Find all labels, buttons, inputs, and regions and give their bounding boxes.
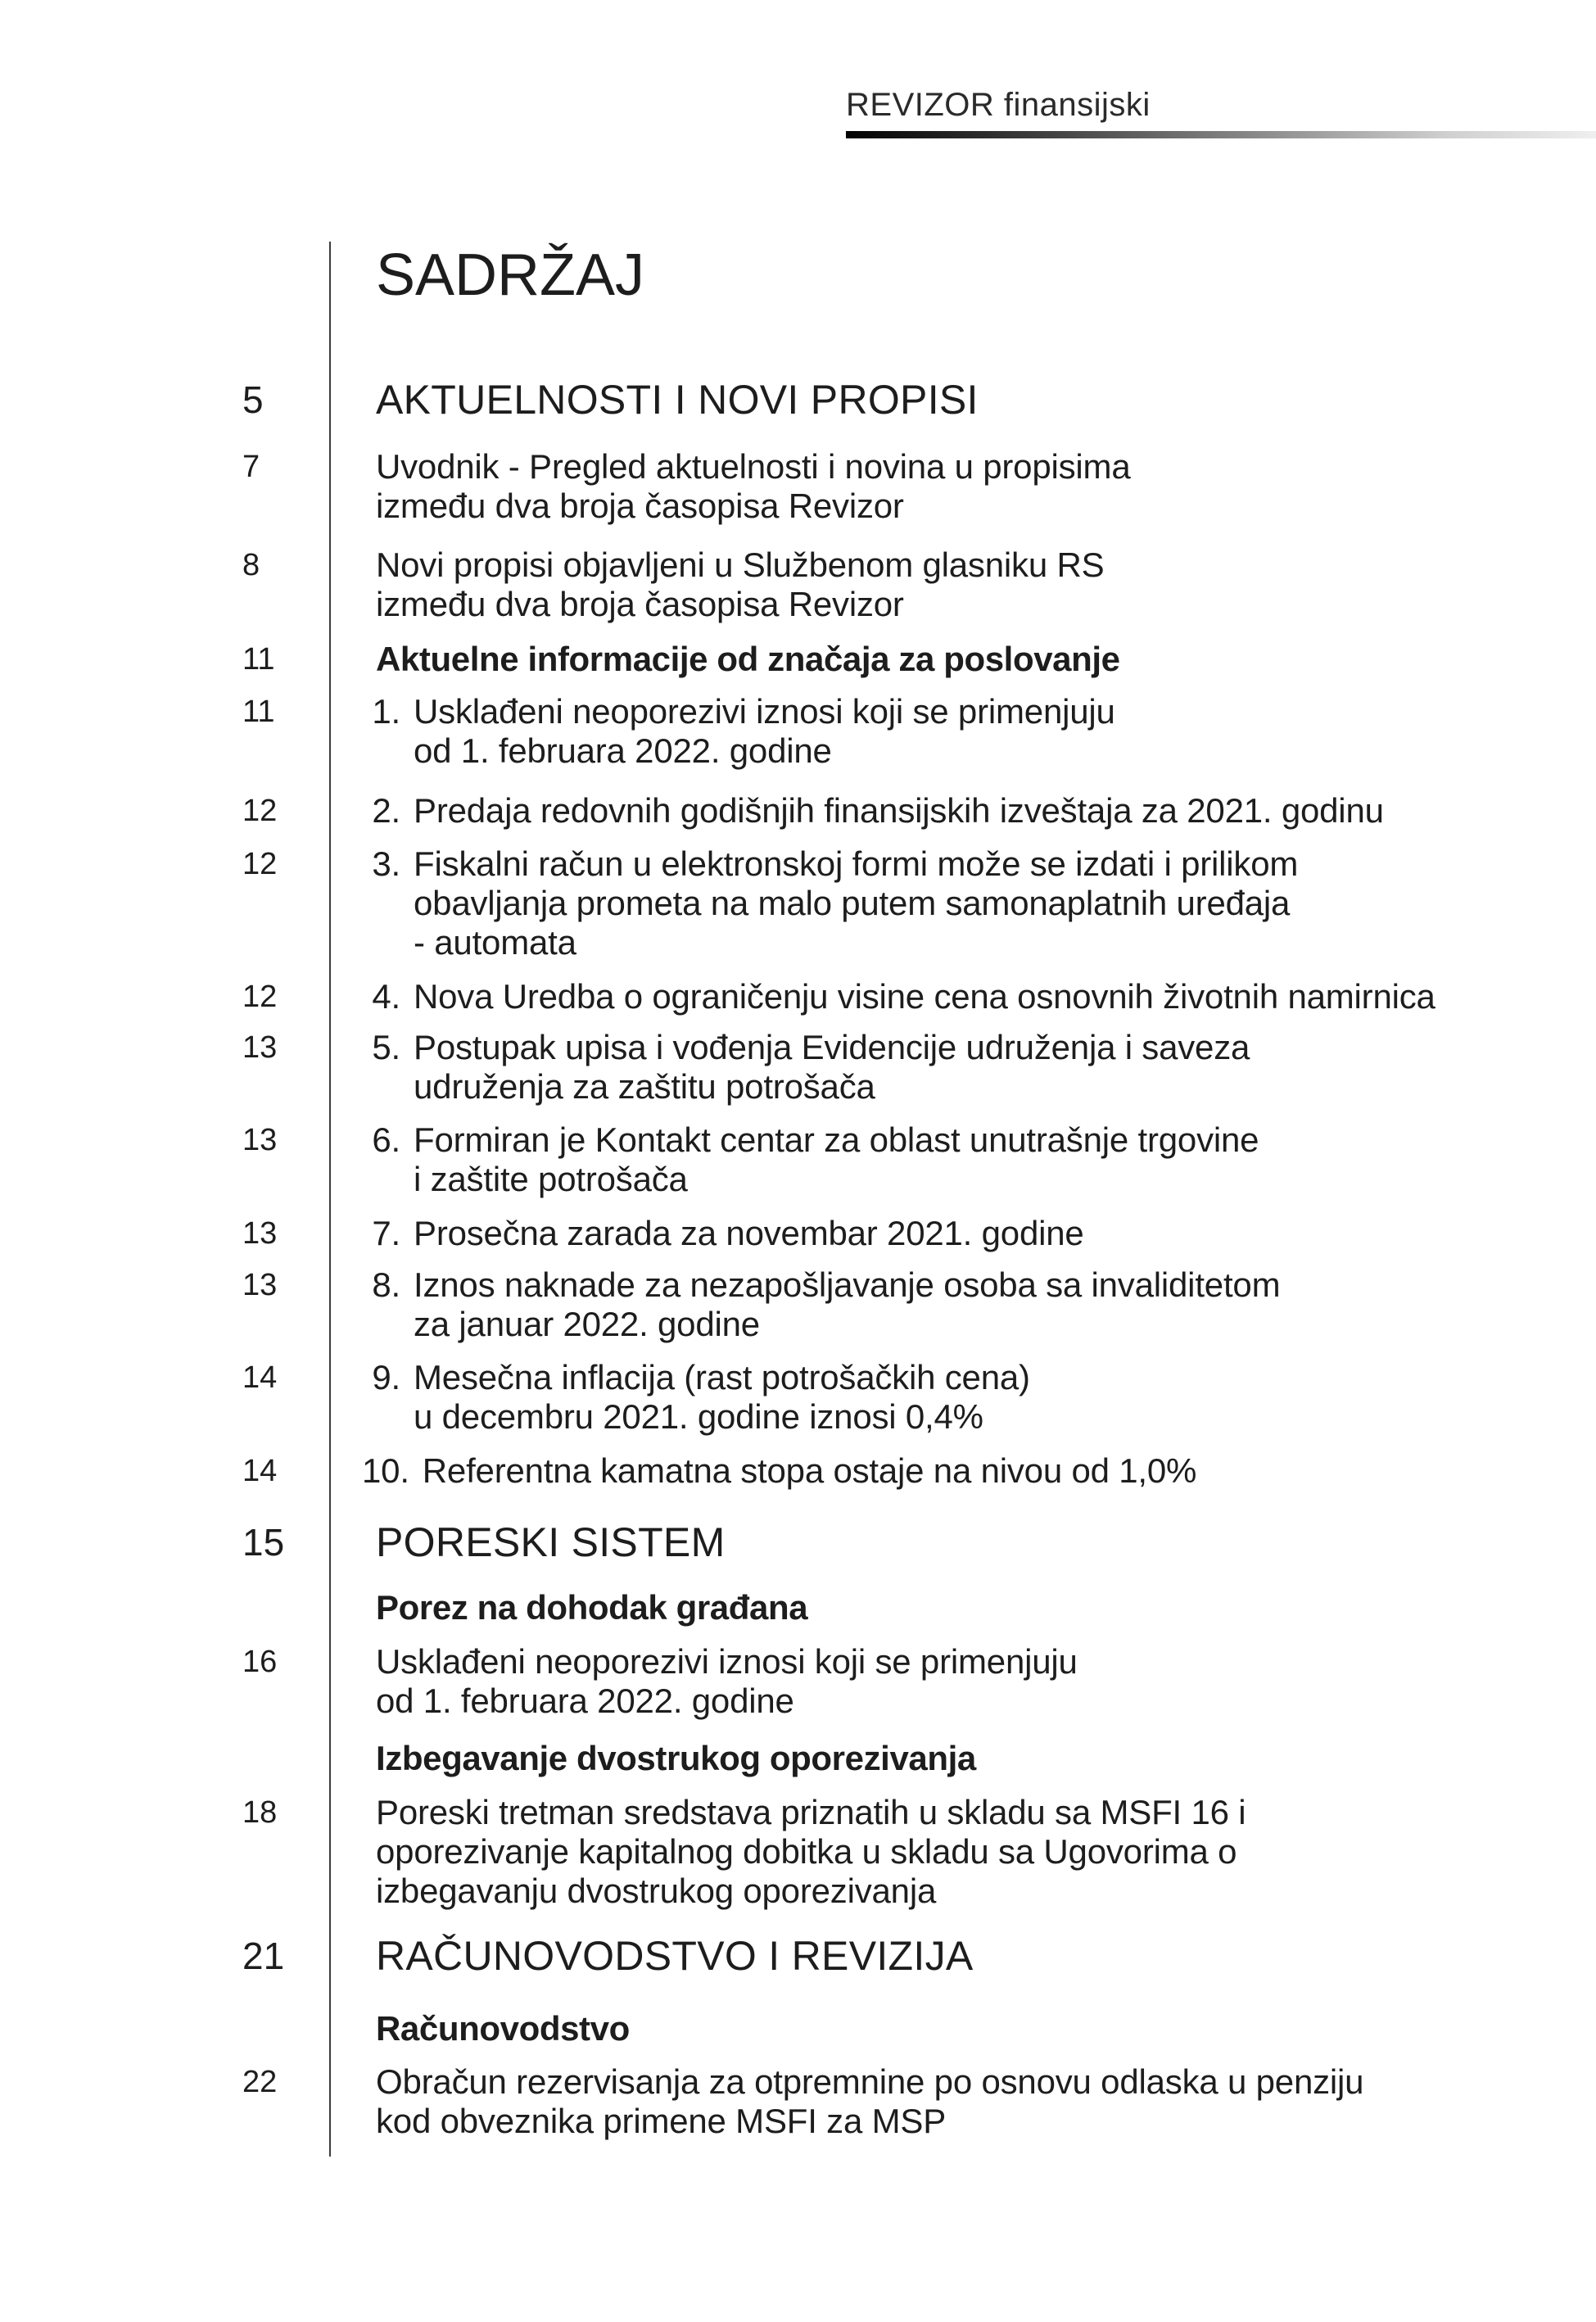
toc-entry-line: Postupak upisa i vođenja Evidencije udruženja i saveza <box>414 1028 1250 1066</box>
toc-entry-line: Usklađeni neoporezivi iznosi koji se primenjuju <box>414 692 1115 731</box>
toc-entry-line: Obračun rezervisanja za otpremnine po osnovu odlaska u penziju <box>376 2062 1364 2101</box>
toc-page-number: 13 <box>242 1268 278 1302</box>
toc-page-number: 12 <box>242 847 278 881</box>
toc-page-number: 14 <box>242 1454 278 1488</box>
toc-entry-line: oporezivanje kapitalnog dobitka u skladu sa Ugovorima o <box>376 1832 1237 1871</box>
toc-entry-line: Formiran je Kontakt centar za oblast unutrašnje trgovine <box>414 1120 1259 1159</box>
toc-page-number: 14 <box>242 1360 278 1395</box>
toc-page-number-empty <box>242 1980 329 2048</box>
toc-page-number: 22 <box>242 2065 278 2099</box>
toc-item-number: 3. <box>372 844 400 883</box>
toc-entry-line: Usklađeni neoporezivi iznosi koji se primenjuju <box>376 1642 1078 1681</box>
toc-entry-line: Aktuelne informacije od značaja za poslovanje <box>376 640 1120 678</box>
toc-page-number: 11 <box>242 642 275 677</box>
toc-item-number: 9. <box>372 1358 400 1396</box>
toc-entry-line: između dva broja časopisa Revizor <box>376 585 904 623</box>
toc-section-title: PORESKI SISTEM <box>376 1519 726 1565</box>
toc-subsection-title: Izbegavanje dvostrukog oporezivanja <box>376 1739 976 1777</box>
toc-entry-line: Referentna kamatna stopa ostaje na nivou od 1,0% <box>422 1451 1197 1490</box>
toc-page-number: 16 <box>242 1645 278 1679</box>
toc-page-number: 8 <box>242 548 260 582</box>
toc-page-number: 12 <box>242 980 278 1014</box>
toc-page-number: 15 <box>242 1521 285 1564</box>
toc-page-number-empty <box>242 242 329 310</box>
toc-entry-line: Predaja redovnih godišnjih finansijskih izveštaja za 2021. godinu <box>414 791 1384 830</box>
toc-page-number-empty <box>242 1721 329 1778</box>
toc-entry-line: za januar 2022. godine <box>414 1305 760 1343</box>
toc-entry-line: u decembru 2021. godine iznosi 0,4% <box>414 1397 983 1436</box>
toc-page-number: 5 <box>242 378 264 421</box>
toc-entry-line: i zaštite potrošača <box>414 1160 688 1198</box>
toc-entry-line: Mesečna inflacija (rast potrošačkih cena) <box>414 1358 1030 1396</box>
magazine-title: REVIZOR finansijski <box>846 87 1151 123</box>
toc-item-number: 6. <box>372 1120 400 1159</box>
toc-entry-line: udruženja za zaštitu potrošača <box>414 1067 875 1106</box>
toc-entry-line: Nova Uredba o ograničenju visine cena osnovnih životnih namirnica <box>414 977 1435 1016</box>
toc-entry-line: Uvodnik - Pregled aktuelnosti i novina u propisima <box>376 447 1131 486</box>
toc-page-number: 7 <box>242 450 260 484</box>
header-gradient-rule <box>846 131 1596 138</box>
toc-entry-line: obavljanja prometa na malo putem samonaplatnih uređaja <box>414 884 1291 922</box>
toc-page-number: 13 <box>242 1216 278 1251</box>
toc-entry-line: kod obveznika primene MSFI za MSP <box>376 2102 947 2140</box>
toc-entry-line: izbegavanju dvostrukog oporezivanja <box>376 1872 937 1910</box>
toc-item-number: 7. <box>372 1214 400 1252</box>
toc-entry-line: Iznos naknade za nezapošljavanje osoba sa invaliditetom <box>414 1265 1281 1304</box>
toc-page-number: 18 <box>242 1795 278 1830</box>
toc-item-number: 8. <box>372 1265 400 1304</box>
toc-page-number: 21 <box>242 1935 285 1977</box>
toc-item-number: 5. <box>372 1028 400 1066</box>
toc-entry-line: od 1. februara 2022. godine <box>376 1682 794 1720</box>
toc-section-title: AKTUELNOSTI I NOVI PROPISI <box>376 377 979 423</box>
toc-title: SADRŽAJ <box>376 242 645 308</box>
toc-item-number: 2. <box>372 791 400 830</box>
toc-entry-line: Poreski tretman sredstava priznatih u skladu sa MSFI 16 i <box>376 1793 1246 1831</box>
toc-section-title: RAČUNOVODSTVO I REVIZIJA <box>376 1933 974 1979</box>
toc-subsection-title: Računovodstvo <box>376 2009 630 2048</box>
toc-entry-line: - automata <box>414 923 576 962</box>
toc-entry-line: Fiskalni račun u elektronskoj formi može se izdati i prilikom <box>414 844 1299 883</box>
toc-page-number: 13 <box>242 1030 278 1065</box>
toc-entry-line: od 1. februara 2022. godine <box>414 731 832 770</box>
toc-item-number: 10. <box>362 1451 409 1490</box>
toc-page-number-empty <box>242 1566 329 1627</box>
toc-page-number: 11 <box>242 695 275 729</box>
toc-entry-line: Prosečna zarada za novembar 2021. godine <box>414 1214 1084 1252</box>
toc-item-number: 1. <box>372 692 400 731</box>
toc-subsection-title: Porez na dohodak građana <box>376 1588 808 1627</box>
toc-page-number: 13 <box>242 1123 278 1157</box>
table-of-contents <box>242 242 1536 2157</box>
toc-item-number: 4. <box>372 977 400 1016</box>
toc-page-number: 12 <box>242 794 278 828</box>
toc-entry-line: Novi propisi objavljeni u Službenom glasniku RS <box>376 545 1105 584</box>
toc-entry-line: između dva broja časopisa Revizor <box>376 487 904 525</box>
